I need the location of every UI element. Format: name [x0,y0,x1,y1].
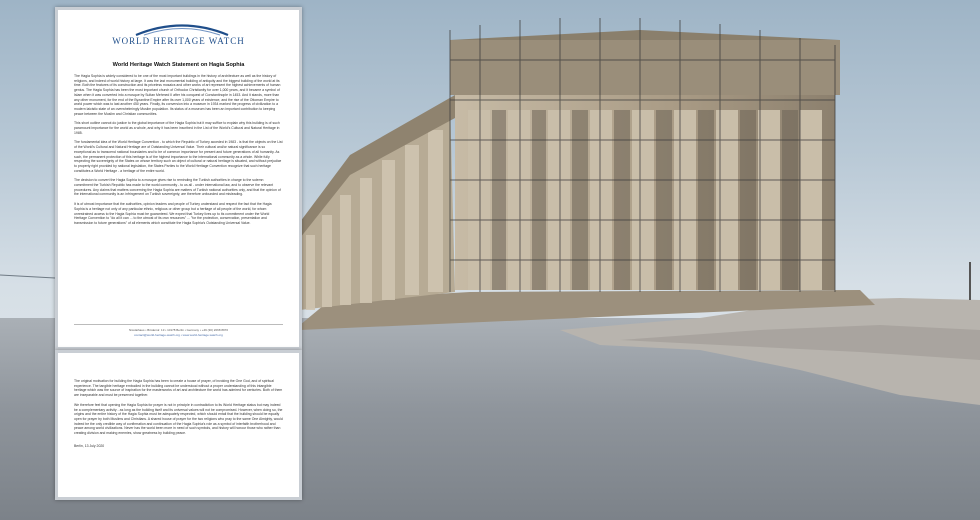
letterhead-footer [74,324,283,337]
paragraph: The decision to convert the Hagia Sophia to a mosque gives rise to reminding the Turkish authorities in charge to the solemn commitment the Turkish Republic has made to the world community - to us all - under international law, and to observe the relevant procedures. Any claims that matters concerning the Hagia Sophia are matters of Turkish national authorities only, and that the opinion of the international community is an infringement on Turkish sovereignty, are therefore unfounded and misleading. [74,178,281,197]
statement-page-2 [55,350,302,500]
document-title: World Heritage Watch Statement on Hagia Sophia [112,62,245,68]
paragraph: The fundamental idea of the World Heritage Convention - to which the Republic of Turkey acceded in 1983 - is that the objects on the List of the World's Cultural and Natural Heritage are of Outstanding Universal Value. Their cultural and/or natural significance is so exceptional as to transcend national boundaries and to be of common importance for present and future generations of all humanity. As such, the permanent protection of this heritage is of the highest importance to the international community as a whole. While fully respecting the sovereignty of the States on whose territory such an object of cultural or natural heritage is situated, and without prejudice to property right provided by national legislation, the States Parties to the World Heritage Convention recognize that such heritage constitutes a World Heritage - a heritage of the entire world. [74,140,283,173]
paragraph: We therefore feel that opening the Hagia Sophia for prayer is not in principle in contradiction to its World Heritage status but may indeed be a complementary activity - as long as the building itself and its universal values will not be compromised. However, when doing so, the origins and the entire history of the Hagia Sophia must be adequately respected, which should entail that the building should be equally open for prayer by both Muslims and Christians. A shared house of prayer for the two religions who pray to the same One Almighty, would indeed be the only credible way of confirmation and continuation of the Hagia Sophia's role as a symbol of interfaith brotherhood and peace among world civilizations. Never has the world been more in need of such symbols, and history will honour those who rather than creating division and making enemies, show greatness by building peace. [74,402,283,436]
paragraph: The original motivation for building the Hagia Sophia has been to create a house of prayer, of invoking the One God, and of spiritual experience. The tangible heritage embodied in the building cannot be understood without a proper understanding of this intangible heritage which was the source of inspiration for the masterworks of art and architecture the world has admired for centuries. Both of them are inseparable and must be preserved together. [74,379,283,398]
footer-contact-link[interactable]: contact@world-heritage-watch.org • www.world-heritage-watch.org [134,332,223,337]
statement-page-1 [55,7,302,350]
paragraph: It is of utmost importance that the authorities, opinion leaders and people of Turkey understand and respect the fact that the Hagia Sophia is a heritage not only of any particular ethnic, religious or other group but a heritage of all people of the world, for whom unrestrained access to the Hagia Sophia must be guaranteed. We expect that Turkey lives up to its commitment under the World Heritage Convention to "do all it can ... to the utmost of its own resources" ... "for the protection, conservation, presentation and transmission to future generations" of all elements which constitute the Hagia Sophia's Outstanding Universal Value. [74,202,272,225]
paragraph: The Hagia Sophia is widely considered to be one of the most important buildings in the history of architecture as well as the history of religions, and indeed of world history at large. It was the last monumental building of antiquity and the biggest building of the world at its time. Both the features of its construction and its priceless mosaics and other works of art represent the highest achievements of human genius. The Hagia Sophia has been the most important church of Orthodox Christianity for over 1,000 years, and it became a symbol of Islam when it was converted into a mosque by Sultan Mehmed II after his conquest of Constantinople in 1453. And it stands, more than any other monument, for the end of the Byzantine Empire after its over 1,000 years of existence, and the rise of the Ottoman Empire to world power which was to last another 450 years. Finally, its conversion into a museum in 1934 marked the progress of civilization to a modern laicistic state of an overwhelmingly Muslim population. Its status of a museum has been an important contribution to keeping peace between the Muslim and Christian communities. [74,74,281,116]
logo-arc-icon [132,22,232,36]
logo-text: WORLD HERITAGE WATCH [112,36,245,46]
paragraph: This short outline cannot do justice to the global importance of the Hagia Sophia but it may suffice to explain why this building is of such paramount importance for the world as a whole, and why it has been inscribed in the List of the World's Cultural and Natural Heritage in 1985. [74,121,280,135]
signoff-date: Berlin, 13 July 2020 [74,443,105,448]
world-heritage-watch-logo [74,22,283,52]
footer-address: Nicolaihaus • Brüderstr. 13 • 10178 Berlin • Germany • +49 (30) 2068 8970 [128,328,228,333]
